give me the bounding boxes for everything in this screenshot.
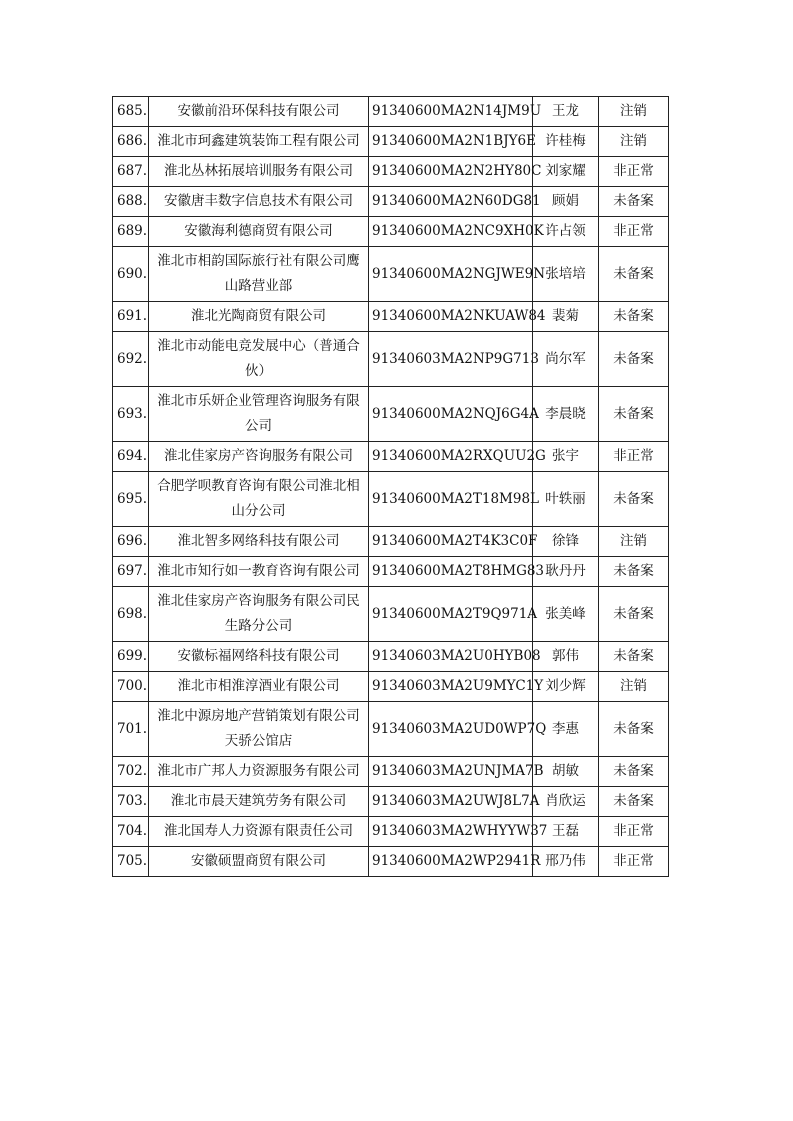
- status: 未备案: [599, 787, 669, 817]
- legal-person: 王龙: [533, 97, 599, 127]
- company-name: 淮北光陶商贸有限公司: [149, 302, 369, 332]
- legal-person: 郭伟: [533, 642, 599, 672]
- row-number: 704.: [113, 817, 149, 847]
- table-row: [113, 332, 669, 387]
- company-name: 淮北市广邦人力资源服务有限公司: [149, 757, 369, 787]
- legal-person: 胡敏: [533, 757, 599, 787]
- company-name: 安徽硕盟商贸有限公司: [149, 847, 369, 877]
- legal-person: 王磊: [533, 817, 599, 847]
- table-row: [113, 387, 669, 442]
- status: 非正常: [599, 817, 669, 847]
- status: 未备案: [599, 642, 669, 672]
- credit-code: 91340600MA2NC9XH0K: [369, 217, 533, 247]
- table-row: [113, 247, 669, 302]
- credit-code: 91340603MA2UD0WP7Q: [369, 702, 533, 757]
- company-name: 安徽海利德商贸有限公司: [149, 217, 369, 247]
- status: 未备案: [599, 332, 669, 387]
- credit-code: 91340600MA2N14JM9U: [369, 97, 533, 127]
- table-row: [113, 302, 669, 332]
- legal-person: 刘家耀: [533, 157, 599, 187]
- credit-code: 91340600MA2NQJ6G4A: [369, 387, 533, 442]
- status: 未备案: [599, 587, 669, 642]
- table-row: [113, 97, 669, 127]
- credit-code: 91340603MA2U9MYC1Y: [369, 672, 533, 702]
- row-number: 694.: [113, 442, 149, 472]
- status: 未备案: [599, 557, 669, 587]
- company-name: 淮北丛林拓展培训服务有限公司: [149, 157, 369, 187]
- credit-code: 91340603MA2U0HYB08: [369, 642, 533, 672]
- company-name: 安徽标福网络科技有限公司: [149, 642, 369, 672]
- table-row: [113, 157, 669, 187]
- status: 注销: [599, 127, 669, 157]
- company-name: 淮北中源房地产营销策划有限公司天骄公馆店: [149, 702, 369, 757]
- table-row: [113, 847, 669, 877]
- credit-code: 91340600MA2T18M98L: [369, 472, 533, 527]
- table-row: [113, 672, 669, 702]
- credit-code: 91340603MA2UNJMA7B: [369, 757, 533, 787]
- credit-code: 91340600MA2T4K3C0F: [369, 527, 533, 557]
- row-number: 700.: [113, 672, 149, 702]
- credit-code: 91340600MA2N1BJY6E: [369, 127, 533, 157]
- row-number: 699.: [113, 642, 149, 672]
- credit-code: 91340600MA2N60DG81: [369, 187, 533, 217]
- table-row: [113, 557, 669, 587]
- credit-code: 91340600MA2N2HY80C: [369, 157, 533, 187]
- credit-code: 91340600MA2NGJWE9N: [369, 247, 533, 302]
- row-number: 685.: [113, 97, 149, 127]
- table-row: [113, 217, 669, 247]
- table-row: [113, 702, 669, 757]
- table-row: [113, 127, 669, 157]
- row-number: 702.: [113, 757, 149, 787]
- row-number: 687.: [113, 157, 149, 187]
- status: 未备案: [599, 702, 669, 757]
- row-number: 698.: [113, 587, 149, 642]
- credit-code: 91340600MA2T8HMG83: [369, 557, 533, 587]
- company-name: 淮北市晨天建筑劳务有限公司: [149, 787, 369, 817]
- credit-code: 91340603MA2UWJ8L7A: [369, 787, 533, 817]
- row-number: 690.: [113, 247, 149, 302]
- company-name: 淮北市相韵国际旅行社有限公司鹰山路营业部: [149, 247, 369, 302]
- legal-person: 徐锋: [533, 527, 599, 557]
- company-name: 淮北市动能电竞发展中心（普通合伙）: [149, 332, 369, 387]
- company-name: 淮北市珂鑫建筑装饰工程有限公司: [149, 127, 369, 157]
- company-name: 安徽唐丰数字信息技术有限公司: [149, 187, 369, 217]
- table-row: [113, 472, 669, 527]
- credit-code: 91340603MA2NP9G713: [369, 332, 533, 387]
- company-name: 淮北市知行如一教育咨询有限公司: [149, 557, 369, 587]
- table-row: [113, 527, 669, 557]
- row-number: 703.: [113, 787, 149, 817]
- legal-person: 许桂梅: [533, 127, 599, 157]
- company-name: 淮北市乐妍企业管理咨询服务有限公司: [149, 387, 369, 442]
- status: 未备案: [599, 757, 669, 787]
- row-number: 692.: [113, 332, 149, 387]
- status: 未备案: [599, 187, 669, 217]
- status: 非正常: [599, 157, 669, 187]
- status: 未备案: [599, 302, 669, 332]
- legal-person: 邢乃伟: [533, 847, 599, 877]
- row-number: 688.: [113, 187, 149, 217]
- table-row: [113, 187, 669, 217]
- legal-person: 叶轶丽: [533, 472, 599, 527]
- registry-table: [112, 96, 669, 877]
- row-number: 697.: [113, 557, 149, 587]
- credit-code: 91340600MA2WP2941R: [369, 847, 533, 877]
- status: 注销: [599, 97, 669, 127]
- company-name: 淮北佳家房产咨询服务有限公司民生路分公司: [149, 587, 369, 642]
- legal-person: 裴菊: [533, 302, 599, 332]
- status: 未备案: [599, 387, 669, 442]
- row-number: 686.: [113, 127, 149, 157]
- company-name: 安徽前沿环保科技有限公司: [149, 97, 369, 127]
- row-number: 695.: [113, 472, 149, 527]
- legal-person: 顾娟: [533, 187, 599, 217]
- row-number: 691.: [113, 302, 149, 332]
- legal-person: 刘少辉: [533, 672, 599, 702]
- status: 非正常: [599, 217, 669, 247]
- row-number: 693.: [113, 387, 149, 442]
- company-name: 淮北佳家房产咨询服务有限公司: [149, 442, 369, 472]
- legal-person: 许占领: [533, 217, 599, 247]
- legal-person: 张宇: [533, 442, 599, 472]
- table-row: [113, 757, 669, 787]
- company-name: 淮北国寿人力资源有限责任公司: [149, 817, 369, 847]
- status: 非正常: [599, 847, 669, 877]
- status: 非正常: [599, 442, 669, 472]
- legal-person: 张美峰: [533, 587, 599, 642]
- legal-person: 张培培: [533, 247, 599, 302]
- legal-person: 尚尔军: [533, 332, 599, 387]
- status: 注销: [599, 672, 669, 702]
- status: 未备案: [599, 247, 669, 302]
- legal-person: 李晨晓: [533, 387, 599, 442]
- table-row: [113, 587, 669, 642]
- registry-table-body: [113, 97, 669, 877]
- credit-code: 91340600MA2T9Q971A: [369, 587, 533, 642]
- credit-code: 91340600MA2RXQUU2G: [369, 442, 533, 472]
- table-row: [113, 787, 669, 817]
- table-row: [113, 642, 669, 672]
- legal-person: 耿丹丹: [533, 557, 599, 587]
- status: 注销: [599, 527, 669, 557]
- legal-person: 李惠: [533, 702, 599, 757]
- company-name: 合肥学呗教育咨询有限公司淮北相山分公司: [149, 472, 369, 527]
- row-number: 696.: [113, 527, 149, 557]
- row-number: 689.: [113, 217, 149, 247]
- table-row: [113, 817, 669, 847]
- row-number: 701.: [113, 702, 149, 757]
- legal-person: 肖欣运: [533, 787, 599, 817]
- row-number: 705.: [113, 847, 149, 877]
- credit-code: 91340603MA2WHYYW37: [369, 817, 533, 847]
- company-name: 淮北市相淮淳酒业有限公司: [149, 672, 369, 702]
- company-name: 淮北智多网络科技有限公司: [149, 527, 369, 557]
- table-row: [113, 442, 669, 472]
- credit-code: 91340600MA2NKUAW84: [369, 302, 533, 332]
- status: 未备案: [599, 472, 669, 527]
